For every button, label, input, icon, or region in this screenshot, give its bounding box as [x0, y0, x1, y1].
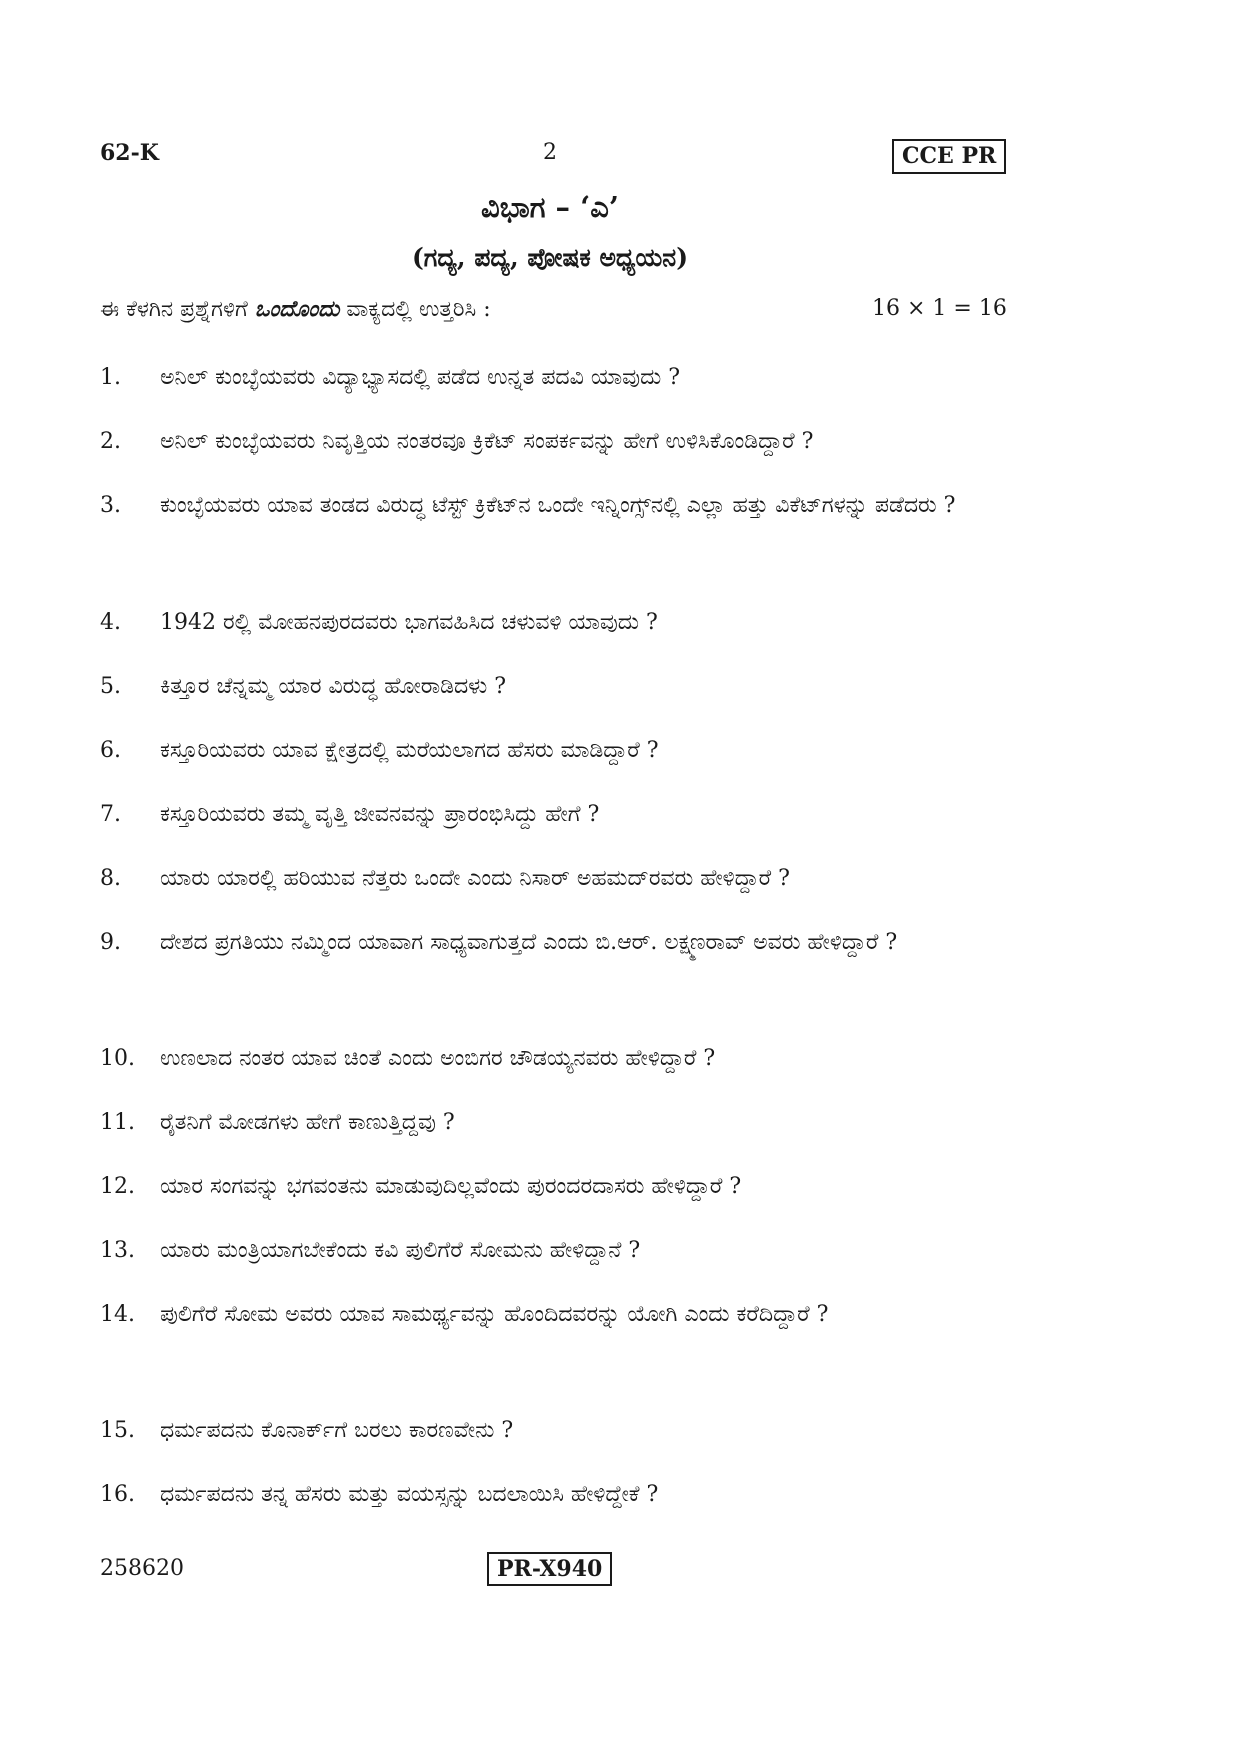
question-number: 9. [100, 930, 121, 955]
question-number: 8. [100, 866, 121, 891]
question-text: ಅನಿಲ್ ಕುಂಬ್ಳೆಯವರು ನಿವೃತ್ತಿಯ ನಂತರವೂ ಕ್ರಿಕೆಟ್ ಸಂಪರ್ಕವನ್ನು ಹೇಗೆ ಉಳಿಸಿಕೊಂಡಿದ್ದಾರೆ ? [160, 429, 814, 454]
question-number: 15. [100, 1418, 135, 1443]
question-number: 7. [100, 802, 121, 827]
question-number: 5. [100, 674, 121, 699]
question-number: 1. [100, 365, 121, 390]
question-text: ಉಣಲಾದ ನಂತರ ಯಾವ ಚಿಂತೆ ಎಂದು ಅಂಬಿಗರ ಚೌಡಯ್ಯನವರು ಹೇಳಿದ್ದಾರೆ ? [160, 1046, 716, 1071]
question-text: ಯಾರ ಸಂಗವನ್ನು ಭಗವಂತನು ಮಾಡುವುದಿಲ್ಲವೆಂದು ಪುರಂದರದಾಸರು ಹೇಳಿದ್ದಾರೆ ? [160, 1174, 742, 1199]
instruction-after: ವಾಕ್ಯದಲ್ಲಿ ಉತ್ತರಿಸಿ : [339, 297, 491, 322]
question-number: 11. [100, 1110, 135, 1135]
question-number: 4. [100, 610, 121, 635]
instruction [100, 296, 491, 322]
question-text: ಕಸ್ತೂರಿಯವರು ತಮ್ಮ ವೃತ್ತಿ ಜೀವನವನ್ನು ಪ್ರಾರಂಭಿಸಿದ್ದು ಹೇಗೆ ? [160, 802, 600, 827]
question-text: ಪುಲಿಗೆರೆ ಸೋಮ ಅವರು ಯಾವ ಸಾಮರ್ಥ್ಯವನ್ನು ಹೊಂದಿದವರನ್ನು ಯೋಗಿ ಎಂದು ಕರೆದಿದ್ದಾರೆ ? [160, 1302, 829, 1327]
question-number: 14. [100, 1302, 135, 1327]
question-number: 13. [100, 1238, 135, 1263]
question-text: ಯಾರು ಮಂತ್ರಿಯಾಗಬೇಕೆಂದು ಕವಿ ಪುಲಿಗೆರೆ ಸೋಮನು ಹೇಳಿದ್ದಾನೆ ? [160, 1238, 641, 1263]
question-text: ಕಿತ್ತೂರ ಚೆನ್ನಮ್ಮ ಯಾರ ವಿರುದ್ಧ ಹೋರಾಡಿದಳು ? [160, 674, 506, 699]
serial-number: 258620 [100, 1556, 184, 1581]
question-number: 3. [100, 493, 121, 518]
question-text: ಧರ್ಮಪದನು ತನ್ನ ಹೆಸರು ಮತ್ತು ವಯಸ್ಸನ್ನು ಬದಲಾಯಿಸಿ ಹೇಳಿದ್ದೇಕೆ ? [160, 1482, 659, 1507]
paper-code-header: 62-K [100, 140, 159, 166]
question-number: 12. [100, 1174, 135, 1199]
question-text: ಯಾರು ಯಾರಲ್ಲಿ ಹರಿಯುವ ನೆತ್ತರು ಒಂದೇ ಎಂದು ನಿಸಾರ್ ಅಹಮದ್‌ರವರು ಹೇಳಿದ್ದಾರೆ ? [160, 866, 790, 891]
section-subtitle: (ಗದ್ಯ, ಪದ್ಯ, ಪೋಷಕ ಅಧ್ಯಯನ) [411, 243, 689, 272]
question-number: 16. [100, 1482, 135, 1507]
marks-total: 16 × 1 = 16 [872, 296, 1007, 321]
question-number: 10. [100, 1046, 135, 1071]
page-number: 2 [543, 140, 557, 165]
question-text: ರೈತನಿಗೆ ಮೋಡಗಳು ಹೇಗೆ ಕಾಣುತ್ತಿದ್ದವು ? [160, 1110, 455, 1135]
question-text: ಕುಂಬ್ಳೆಯವರು ಯಾವ ತಂಡದ ವಿರುದ್ಧ ಟೆಸ್ಟ್ ಕ್ರಿಕೆಟ್‌ನ ಒಂದೇ ಇನ್ನಿಂಗ್ಸ್‌ನಲ್ಲಿ ಎಲ್ಲಾ ಹತ್ತು ವಿಕೆಟ್‌ಗಳನ್ನು ಪಡೆದರು ? [160, 493, 956, 518]
question-text: ಅನಿಲ್ ಕುಂಬ್ಳೆಯವರು ವಿದ್ಯಾಭ್ಯಾಸದಲ್ಲಿ ಪಡೆದ ಉನ್ನತ ಪದವಿ ಯಾವುದು ? [160, 365, 681, 390]
question-text: ದೇಶದ ಪ್ರಗತಿಯು ನಮ್ಮಿಂದ ಯಾವಾಗ ಸಾಧ್ಯವಾಗುತ್ತದೆ ಎಂದು ಬಿ.ಆರ್. ಲಕ್ಷ್ಮಣರಾವ್ ಅವರು ಹೇಳಿದ್ದಾರೆ ? [160, 930, 898, 955]
cce-tag: CCE PR [892, 139, 1006, 174]
paper-code-footer: PR-X940 [487, 1552, 612, 1586]
question-number: 6. [100, 738, 121, 763]
question-text: ಧರ್ಮಪದನು ಕೊನಾರ್ಕ್‌ಗೆ ಬರಲು ಕಾರಣವೇನು ? [160, 1418, 514, 1443]
question-text: 1942 ರಲ್ಲಿ ಮೋಹನಪುರದವರು ಭಾಗವಹಿಸಿದ ಚಳುವಳಿ ಯಾವುದು ? [160, 610, 658, 635]
instruction-bold: ಒಂದೊಂದು [254, 296, 340, 322]
question-text: ಕಸ್ತೂರಿಯವರು ಯಾವ ಕ್ಷೇತ್ರದಲ್ಲಿ ಮರೆಯಲಾಗದ ಹೆಸರು ಮಾಡಿದ್ದಾರೆ ? [160, 738, 659, 763]
section-title: ವಿಭಾಗ – ‘ಎ’ [481, 190, 619, 224]
question-number: 2. [100, 429, 121, 454]
instruction-before: ಈ ಕೆಳಗಿನ ಪ್ರಶ್ನೆಗಳಿಗೆ [100, 297, 255, 322]
